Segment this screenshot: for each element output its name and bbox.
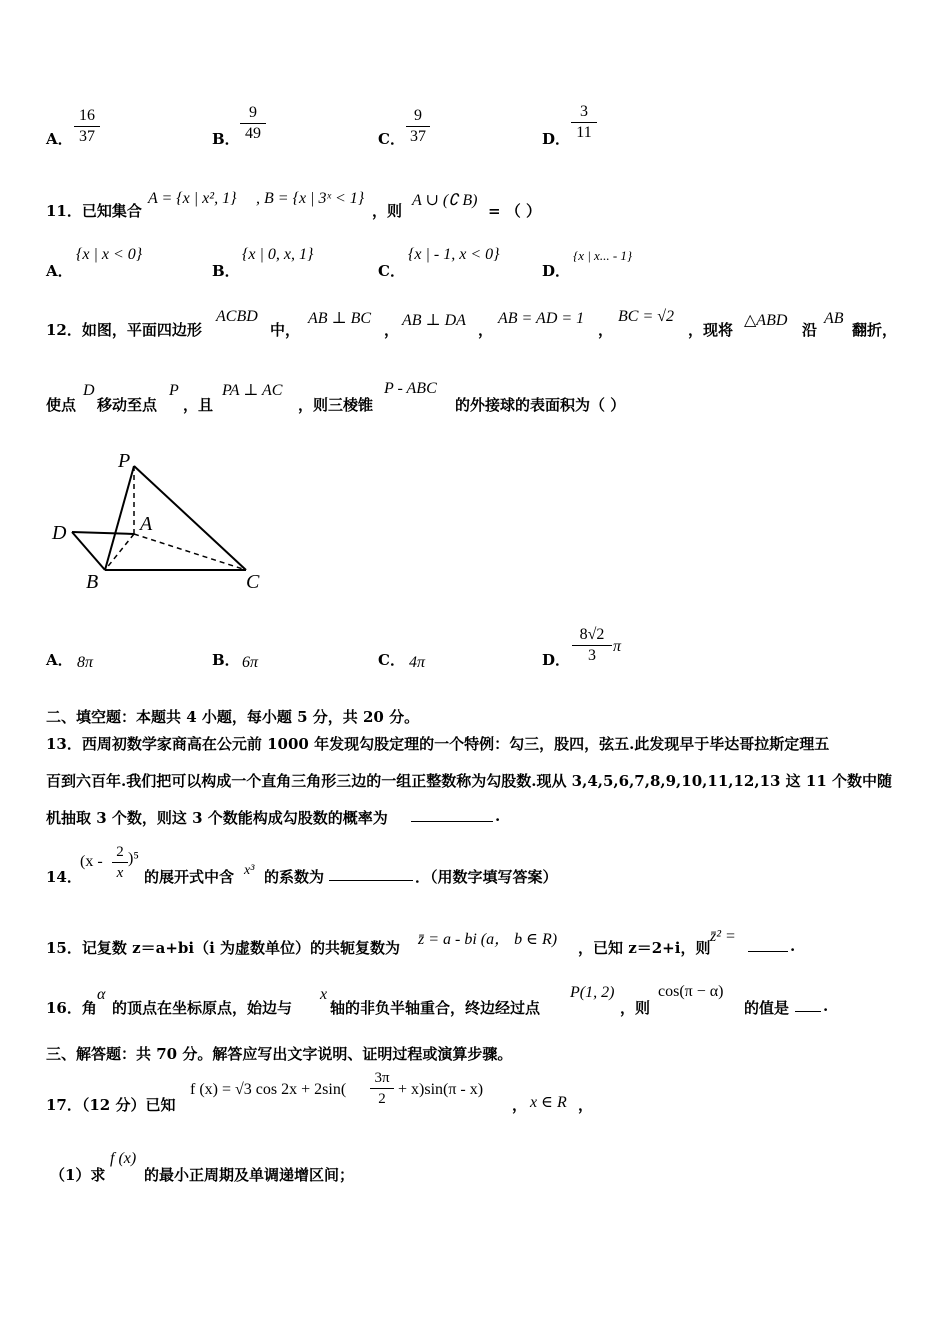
q12-line1-t7: 沿: [802, 321, 818, 339]
q12-line1-m1: ACBD: [216, 308, 258, 325]
q16-t4: ，则: [620, 999, 651, 1017]
q11-expression: A ∪ (∁ B): [412, 192, 478, 209]
q12-line1-m2: AB ⊥ BC: [308, 310, 372, 327]
q16-m4: cos(π − α): [658, 983, 724, 1000]
q12-line1-t4: ，: [478, 321, 494, 339]
q11-option-d-label: D．: [542, 262, 571, 280]
q12-line1-m3: AB ⊥ DA: [402, 312, 466, 329]
q10-c-numerator: 9: [406, 106, 430, 127]
q17-t2: ，: [512, 1096, 528, 1114]
q11-option-a-text: {x | x < 0}: [76, 246, 143, 263]
q16-t1: 16．角: [46, 999, 97, 1017]
q12-option-b-text: 6π: [242, 654, 259, 671]
q11-option-b-text: {x | 0, x, 1}: [242, 246, 314, 263]
q15-t1: 15．记复数 z＝a+bi（i 为虚数单位）的共轭复数为: [46, 939, 401, 957]
q10-d-denominator: 11: [576, 124, 592, 141]
q12-line2-m4: P - ABC: [384, 380, 437, 397]
q10-option-b-label: B．: [212, 130, 240, 148]
q12-option-d-suffix: π: [613, 638, 622, 655]
q12-line1-m7: AB: [824, 310, 844, 327]
q13-line-2: 百到六百年.我们把可以构成一个直角三角形三边的一组正整数称为勾股数.现从 3,4,5,6,7,8,9,10,11,12,13 这 11 个数中随: [46, 772, 892, 790]
q16-m2: x: [320, 986, 328, 1003]
q14-answer-blank[interactable]: [329, 864, 413, 881]
q15-t3: .: [790, 937, 796, 955]
q14-t3: ．（用数字填写答案）: [415, 868, 558, 886]
q11-option-c-label: C．: [378, 262, 405, 280]
q15-m1: z̄ = a - bi (a， b ∈ R): [418, 931, 558, 948]
q17-frac-denominator: 2: [378, 1091, 386, 1107]
section-3-heading: 三、解答题：共 70 分。解答应写出文字说明、证明过程或演算步骤。: [46, 1045, 513, 1063]
q12-option-d-label: D．: [542, 651, 571, 669]
q10-option-b-fraction: [240, 103, 266, 144]
q12-line2-t3: ，且: [183, 396, 214, 414]
q11-prefix: 11．已知集合: [46, 202, 142, 220]
q12-line1-t2: 中，: [270, 321, 301, 339]
q13-answer-blank[interactable]: [411, 805, 493, 822]
q16-t3: 轴的非负半轴重合，终边经过点: [330, 999, 541, 1017]
q12-line1-t5: ，: [598, 321, 614, 339]
q11-set-b: , B = {x | 3ˣ < 1}: [256, 190, 365, 207]
q12-option-b-label: B．: [212, 651, 240, 669]
q10-option-d-fraction: [571, 102, 597, 143]
q11-option-c-text: {x | - 1, x < 0}: [408, 246, 500, 263]
q10-a-denominator: 37: [79, 128, 95, 145]
q10-d-numerator: 3: [571, 102, 597, 123]
q13-line-3: 机抽取 3 个数，则这 3 个数能构成勾股数的概率为: [46, 809, 388, 827]
q17-m3: x ∈ R: [530, 1094, 567, 1111]
q12-line1-t6: ，现将: [688, 321, 734, 339]
q10-option-a-label: A．: [46, 130, 73, 148]
q17-m2: + x)sin(π - x): [398, 1081, 484, 1098]
q14-fraction: [112, 842, 128, 883]
q15-answer-blank[interactable]: [748, 935, 788, 952]
q12-option-a-text: 8π: [77, 654, 94, 671]
label-c: C: [246, 571, 260, 593]
q14-frac-numerator: 2: [112, 842, 128, 863]
q12-d-denominator: 3: [588, 647, 596, 664]
q13-line-1: 13．西周初数学家商高在公元前 1000 年发现勾股定理的一个特例：勾三，股四，弦五.此发现早于毕达哥拉斯定理五: [46, 735, 830, 753]
q12-line2-t2: 移动至点: [97, 396, 158, 414]
label-p: P: [118, 450, 131, 472]
q16-t2: 的顶点在坐标原点，始边与: [112, 999, 293, 1017]
q11-option-a-label: A．: [46, 262, 73, 280]
q13-end: .: [495, 807, 501, 825]
q17-1-t2: 的最小正周期及单调递增区间；: [144, 1166, 355, 1184]
q17-1-m1: f (x): [110, 1150, 137, 1167]
q17-t3: ，: [578, 1096, 594, 1114]
q11-set-a: A = {x | x², 1}: [148, 190, 237, 207]
edge-ac: [134, 534, 246, 570]
q12-line1-t8: 翻折，: [852, 321, 898, 339]
q16-t6: .: [823, 997, 829, 1015]
q14-t2: 的系数为: [264, 868, 325, 886]
label-b: B: [86, 571, 99, 593]
q12-option-a-label: A．: [46, 651, 73, 669]
q14-m1: x³: [244, 863, 255, 878]
q10-option-c-fraction: [406, 106, 430, 147]
q12-line2-t4: ，则三棱锥: [298, 396, 374, 414]
q12-line2-t1: 使点: [46, 396, 77, 414]
q10-a-numerator: 16: [74, 106, 100, 127]
q17-frac-numerator: 3π: [370, 1068, 394, 1089]
q12-pyramid-figure: [50, 446, 275, 596]
q11-option-d-text: {x | x... - 1}: [573, 248, 633, 263]
q12-line2-m2: P: [169, 382, 179, 399]
q15-m2: z̄² =: [710, 928, 736, 945]
q17-t1: 17．（12 分）已知: [46, 1096, 176, 1114]
q10-b-numerator: 9: [240, 103, 266, 124]
q11-option-b-label: B．: [212, 262, 240, 280]
q12-line2-t5: 的外接球的表面积为（ ）: [455, 396, 626, 414]
q14-expr-pre: (x -: [80, 853, 103, 870]
q12-option-c-text: 4π: [409, 654, 426, 671]
q17-m1: f (x) = √3 cos 2x + 2sin(: [190, 1081, 347, 1098]
q12-line1-m6: △ABD: [744, 312, 788, 329]
q16-answer-blank[interactable]: [795, 995, 821, 1012]
q10-c-denominator: 37: [410, 128, 426, 145]
q12-line2-m3: PA ⊥ AC: [222, 382, 283, 399]
q12-line1-m4: AB = AD = 1: [498, 310, 585, 327]
q12-line1-t3: ，: [384, 321, 400, 339]
q10-b-denominator: 49: [245, 125, 261, 142]
q12-d-numerator: 8√2: [572, 625, 612, 646]
label-d: D: [52, 522, 67, 544]
q11-tail: = （ ）: [488, 202, 542, 220]
q11-mid: ，则: [372, 202, 403, 220]
q14-expr-post: )⁵: [128, 850, 139, 867]
q12-line1-m5: BC = √2: [618, 308, 675, 325]
q12-line2-m1: D: [83, 382, 95, 399]
q12-option-d-fraction: [572, 625, 612, 666]
q17-1-t1: （1）求: [50, 1166, 106, 1184]
edge-db: [72, 532, 105, 570]
q10-option-a-fraction: [74, 106, 100, 147]
edge-pb: [105, 466, 134, 570]
section-2-heading: 二、填空题：本题共 4 小题，每小题 5 分，共 20 分。: [46, 708, 420, 726]
q10-option-d-label: D．: [542, 130, 571, 148]
q14-frac-denominator: x: [116, 865, 124, 881]
q14-t1: 的展开式中含: [144, 868, 235, 886]
q15-t2: ，已知 z＝2+i，则: [578, 939, 711, 957]
q12-option-c-label: C．: [378, 651, 405, 669]
q16-t5: 的值是: [744, 999, 790, 1017]
q16-m3: P(1, 2): [570, 984, 615, 1001]
q17-fraction: [370, 1068, 394, 1109]
edge-da: [72, 532, 134, 534]
label-a: A: [140, 513, 153, 535]
q16-m1: α: [97, 986, 106, 1003]
q12-line1-t1: 12．如图，平面四边形: [46, 321, 202, 339]
q10-option-c-label: C．: [378, 130, 405, 148]
q14-number: 14．: [46, 868, 82, 886]
